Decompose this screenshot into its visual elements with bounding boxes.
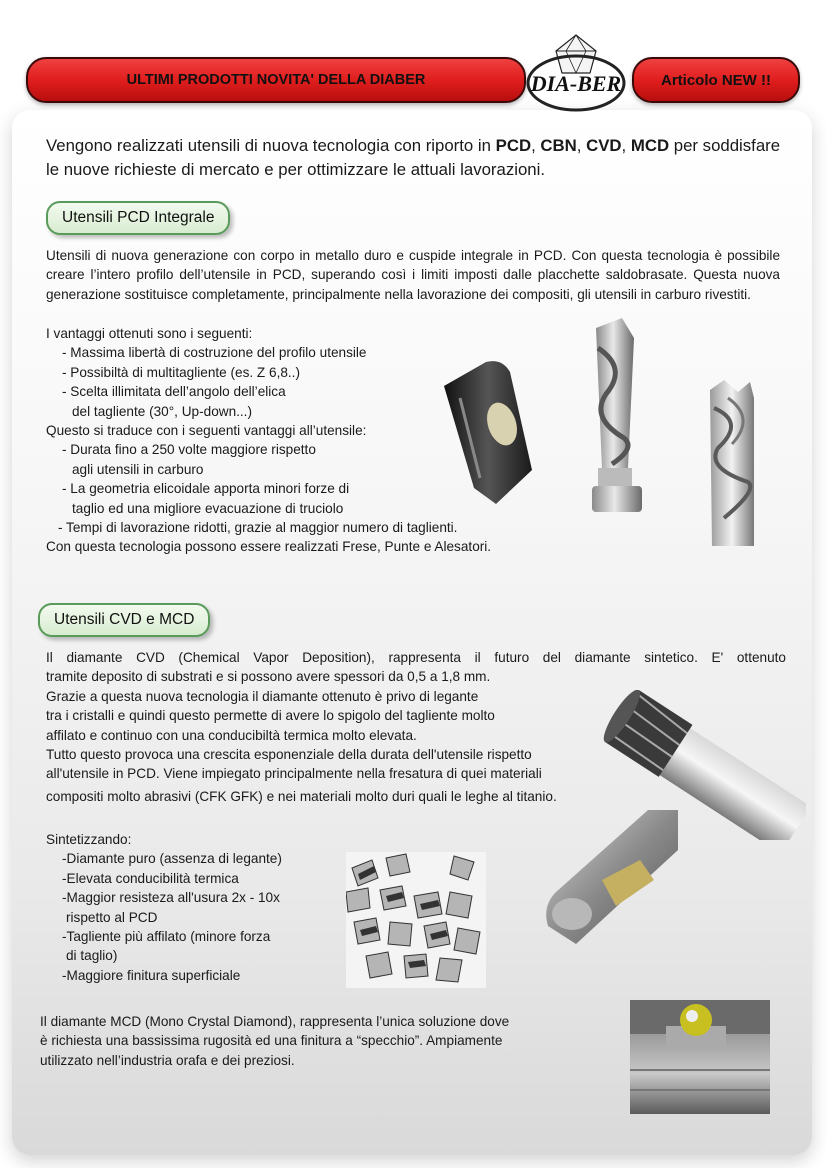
summary-item: rispetto al PCD xyxy=(66,909,158,925)
cvd-summary xyxy=(46,830,346,985)
benefit-item: - Tempi di lavorazione ridotti, grazie al maggior numero di taglienti. xyxy=(58,520,458,536)
section-title-pcd xyxy=(46,201,230,235)
pcd-reamer-image xyxy=(698,378,768,548)
pcd-paragraph: Utensili di nuova generazione con corpo in metallo duro e cuspide integrale in PCD. Con questa tecnologia è possibile creare l’intero profilo dell’utensile in PCD, superando così i limiti imposti dalle placchette saldobrasate. Questa nuova generazione sostituisce completamente, principalmente nella lavorazione dei compositi, gli utensili in carburo rivestiti. xyxy=(46,248,780,302)
mcd-line: Il diamante MCD (Mono Crystal Diamond), rappresenta l’unica soluzione dove xyxy=(40,1014,510,1029)
advantage-item: del tagliente (30°, Up-down...) xyxy=(72,403,252,419)
new-article-badge xyxy=(632,57,800,103)
intro-paragraph xyxy=(46,134,786,182)
pcd-endmill-image xyxy=(440,358,536,508)
benefit-item: taglio ed una migliore evacuazione di truciolo xyxy=(72,500,344,516)
summary-item: -Tagliente più affilato (minore forza xyxy=(62,929,271,945)
section-title-cvd xyxy=(38,603,210,637)
benefit-item: agli utensili in carburo xyxy=(72,461,204,477)
cvd-inserts-image xyxy=(346,852,486,988)
summary-item: -Diamante puro (assenza di legante) xyxy=(62,851,282,867)
summary-title: Sintetizzando: xyxy=(46,832,132,847)
section-title-pcd-text: Utensili PCD Integrale xyxy=(62,209,215,226)
diaber-logo xyxy=(524,33,628,113)
cvd-tool-tip-image xyxy=(542,810,680,944)
intro-cvd: CVD xyxy=(586,136,622,155)
pcd-drill-image xyxy=(582,318,652,514)
benefit-item: - Durata fino a 250 volte maggiore rispetto xyxy=(62,442,316,458)
cvd-line: Tutto questo provoca una crescita esponenziale della durata dell'utensile rispetto xyxy=(46,747,532,763)
pcd-closing: Con questa tecnologia possono essere realizzati Frese, Punte e Alesatori. xyxy=(46,539,492,555)
title-banner xyxy=(26,57,526,103)
intro-cbn: CBN xyxy=(540,136,577,155)
advantage-item: - Possibiltà di multitagliente (es. Z 6,8..) xyxy=(62,364,300,380)
cvd-line: Grazie a questa nuova tecnologia il diamante ottenuto è privo di legante xyxy=(46,688,479,704)
intro-text: Vengono realizzati utensili di nuova tecnologia con riporto in xyxy=(46,136,496,155)
cvd-line: all'utensile in PCD. Viene impiegato principalmente nella fresatura di quei materiali xyxy=(46,766,542,782)
section-title-cvd-text: Utensili CVD e MCD xyxy=(54,611,195,628)
benefits-intro: Questo si traduce con i seguenti vantaggi all’utensile: xyxy=(46,423,367,439)
intro-sep: , xyxy=(531,136,541,155)
mcd-line: utilizzato nell’industria orafa e dei preziosi. xyxy=(40,1052,295,1068)
benefit-item: - La geometria elicoidale apporta minori forze di xyxy=(62,481,350,497)
intro-pcd: PCD xyxy=(495,136,532,155)
summary-item: di taglio) xyxy=(66,948,118,964)
mcd-tool-image xyxy=(630,1000,770,1114)
intro-text-end: per soddisfare le nuove richieste di mercato e per ottimizzare le attuali lavorazioni. xyxy=(46,136,781,179)
cvd-line: tra i cristalli e quindi questo permette di avere lo spigolo del tagliente molto xyxy=(46,708,495,724)
cvd-line: affilato e continuo con una conducibiltà termica molto elevata. xyxy=(46,727,417,743)
cvd-line: Il diamante CVD (Chemical Vapor Deposition), rappresenta il futuro del diamante sintetico. E' ottenuto xyxy=(46,650,786,665)
new-article-badge-text: Articolo NEW !! xyxy=(661,71,771,89)
intro-mcd: MCD xyxy=(630,136,670,155)
logo-text: DIA-BER xyxy=(530,71,622,96)
advantage-item: - Scelta illimitata dell’angolo dell’elica xyxy=(62,384,286,400)
title-banner-text: ULTIMI PRODOTTI NOVITA' DELLA DIABER xyxy=(126,72,426,88)
cvd-line: compositi molto abrasivi (CFK GFK) e nei materiali molto duri quali le leghe al titanio. xyxy=(46,788,557,804)
intro-sep: , xyxy=(576,136,587,155)
advantages-intro: I vantaggi ottenuti sono i seguenti: xyxy=(46,326,253,341)
summary-item: -Maggior resisteza all'usura 2x - 10x xyxy=(62,890,280,906)
advantage-item: - Massima libertà di costruzione del profilo utensile xyxy=(62,345,367,361)
summary-item: -Elevata conducibilità termica xyxy=(62,870,239,886)
intro-sep: , xyxy=(621,136,631,155)
mcd-paragraph xyxy=(40,1012,600,1070)
cvd-line: tramite deposito di substrati e si possono avere spessori da 0,5 a 1,8 mm. xyxy=(46,669,491,685)
summary-item: -Maggiore finitura superficiale xyxy=(62,967,241,983)
mcd-line: è richiesta una bassissima rugosità ed una finitura a “specchio”. Ampiamente xyxy=(40,1033,503,1049)
